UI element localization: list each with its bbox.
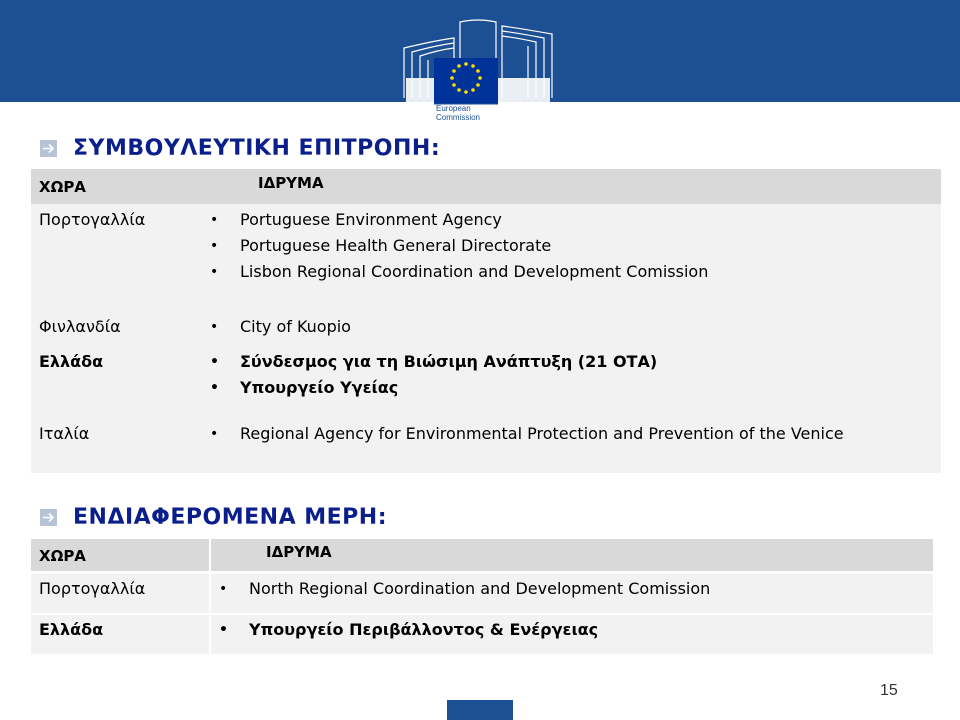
institution-cell xyxy=(208,347,941,421)
institution-cell xyxy=(208,421,941,473)
logo-caption: European Commission xyxy=(436,104,481,122)
column-header-country: ΧΩΡΑ xyxy=(39,178,86,196)
list-item: • Υπουργείο Υγείας xyxy=(208,375,941,401)
table-row xyxy=(31,347,941,421)
table-row xyxy=(31,614,933,654)
list-item: • North Regional Coordination and Development Comission xyxy=(217,576,933,602)
arrow-right-icon xyxy=(40,140,57,157)
table-header-row xyxy=(31,169,941,204)
country-cell: Φινλανδία xyxy=(39,317,121,336)
institution-cell xyxy=(208,314,941,347)
advisory-committee-table xyxy=(31,169,941,473)
list-item: • Υπουργείο Περιβάλλοντος & Ενέργειας xyxy=(217,617,933,643)
section-title: ΣΥΜΒΟΥΛΕΥΤΙΚΗ ΕΠΙΤΡΟΠΗ: xyxy=(73,135,441,161)
country-cell: Πορτογαλλία xyxy=(39,210,146,229)
arrow-right-icon xyxy=(40,509,57,526)
institution-cell xyxy=(208,204,941,314)
table-row xyxy=(31,314,941,347)
table-row xyxy=(31,204,941,314)
institution-cell xyxy=(210,614,933,654)
column-header-country: ΧΩΡΑ xyxy=(31,539,210,572)
table-header-row xyxy=(31,539,933,572)
section-title: ΕΝΔΙΑΦΕΡΟΜΕΝΑ ΜΕΡΗ: xyxy=(73,504,388,530)
column-header-institution: ΙΔΡΥΜΑ xyxy=(258,174,324,192)
footer-tab xyxy=(447,700,513,720)
country-cell: Ελλάδα xyxy=(31,614,210,654)
advisory-committee-heading xyxy=(40,133,440,163)
list-item: • Σύνδεσμος για τη Βιώσιμη Ανάπτυξη (21 ΟΤΑ) xyxy=(208,349,941,375)
table-row xyxy=(31,572,933,614)
list-item: • City of Kuopio xyxy=(208,314,941,340)
stakeholders-table xyxy=(31,539,933,654)
country-cell: Ελλάδα xyxy=(39,352,104,371)
country-cell: Ιταλία xyxy=(39,424,90,443)
stakeholders-heading xyxy=(40,502,387,532)
page-number: 15 xyxy=(880,682,898,699)
list-item: • Portuguese Environment Agency xyxy=(208,207,941,233)
country-cell: Πορτογαλλία xyxy=(31,572,210,614)
list-item: • Regional Agency for Environmental Protection and Prevention of the Venice xyxy=(208,421,901,447)
column-header-institution: ΙΔΡΥΜΑ xyxy=(266,543,332,561)
institution-cell xyxy=(210,572,933,614)
table-row xyxy=(31,421,941,473)
list-item: • Lisbon Regional Coordination and Development Comission xyxy=(208,259,941,285)
list-item: • Portuguese Health General Directorate xyxy=(208,233,941,259)
